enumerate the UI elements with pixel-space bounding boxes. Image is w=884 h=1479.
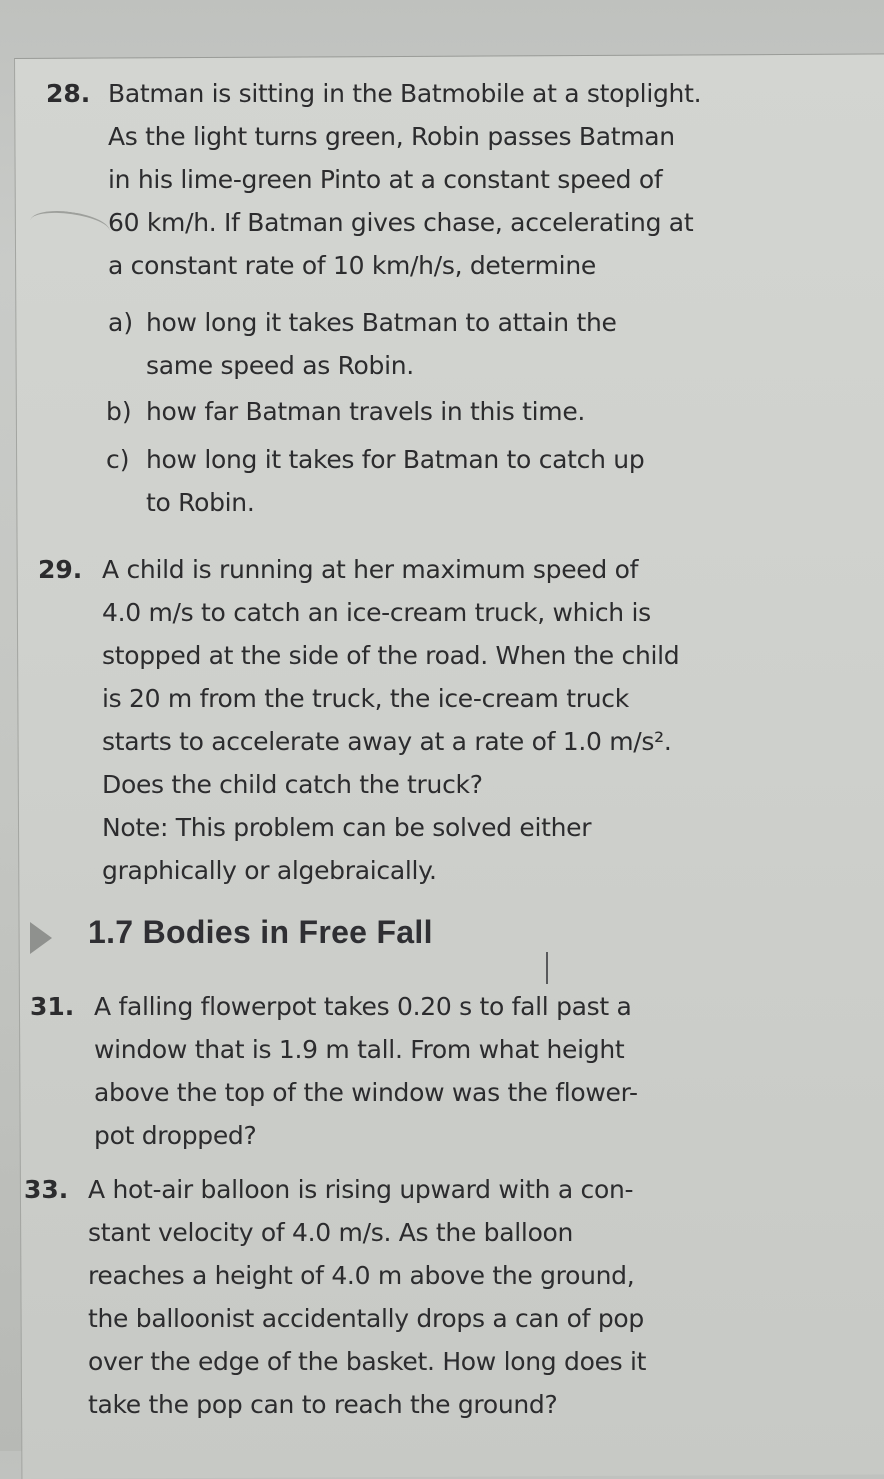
question-33-line: take the pop can to reach the ground? <box>88 1390 558 1419</box>
question-28-part-b <box>146 390 585 433</box>
part-a-line: same speed as Robin. <box>146 351 414 380</box>
question-31-line: A falling flowerpot takes 0.20 s to fall past a <box>94 992 632 1021</box>
pen-mark <box>546 952 548 984</box>
question-28-part-a <box>146 301 617 387</box>
question-29-line: A child is running at her maximum speed of <box>102 555 639 584</box>
question-28-part-c <box>146 438 644 524</box>
question-29-line: starts to accelerate away at a rate of 1.0 m/s². <box>102 727 672 756</box>
part-c-line: to Robin. <box>146 488 255 517</box>
question-28-part-a-label: a) <box>108 308 134 337</box>
question-28-line: 60 km/h. If Batman gives chase, accelerating at <box>108 208 694 237</box>
question-31-number: 31. <box>30 992 75 1021</box>
question-28-line: Batman is sitting in the Batmobile at a stoplight. <box>108 79 702 108</box>
question-33-text <box>88 1168 646 1426</box>
question-29-line: 4.0 m/s to catch an ice-cream truck, which is <box>102 598 651 627</box>
question-28-number: 28. <box>46 79 91 108</box>
question-29-text <box>102 548 679 892</box>
question-29-note: graphically or algebraically. <box>102 856 437 885</box>
question-33-number: 33. <box>24 1175 69 1204</box>
question-31-line: above the top of the window was the flower- <box>94 1078 638 1107</box>
part-b-line: how far Batman travels in this time. <box>146 397 586 426</box>
part-a-line: how long it takes Batman to attain the <box>146 308 617 337</box>
question-33-line: stant velocity of 4.0 m/s. As the balloon <box>88 1218 574 1247</box>
question-33-line: over the edge of the basket. How long does it <box>88 1347 647 1376</box>
question-28-line: in his lime-green Pinto at a constant speed of <box>108 165 663 194</box>
question-29-line: stopped at the side of the road. When the child <box>102 641 680 670</box>
question-28-line: a constant rate of 10 km/h/s, determine <box>108 251 596 280</box>
question-31-line: window that is 1.9 m tall. From what height <box>94 1035 625 1064</box>
question-31-text <box>94 985 638 1157</box>
part-c-line: how long it takes for Batman to catch up <box>146 445 645 474</box>
question-28-part-c-label: c) <box>106 445 130 474</box>
question-33-line: the balloonist accidentally drops a can of pop <box>88 1304 644 1333</box>
section-heading: 1.7 Bodies in Free Fall <box>88 914 433 950</box>
question-29-line: is 20 m from the truck, the ice-cream truck <box>102 684 629 713</box>
question-29-note: Note: This problem can be solved either <box>102 813 592 842</box>
question-28-line: As the light turns green, Robin passes Batman <box>108 122 675 151</box>
question-29-number: 29. <box>38 555 83 584</box>
section-marker-icon <box>30 922 52 954</box>
question-33-line: reaches a height of 4.0 m above the ground, <box>88 1261 635 1290</box>
question-28-text <box>108 72 701 287</box>
question-28-part-b-label: b) <box>106 397 132 426</box>
question-33-line: A hot-air balloon is rising upward with a con- <box>88 1175 634 1204</box>
question-31-line: pot dropped? <box>94 1121 257 1150</box>
question-29-line: Does the child catch the truck? <box>102 770 483 799</box>
